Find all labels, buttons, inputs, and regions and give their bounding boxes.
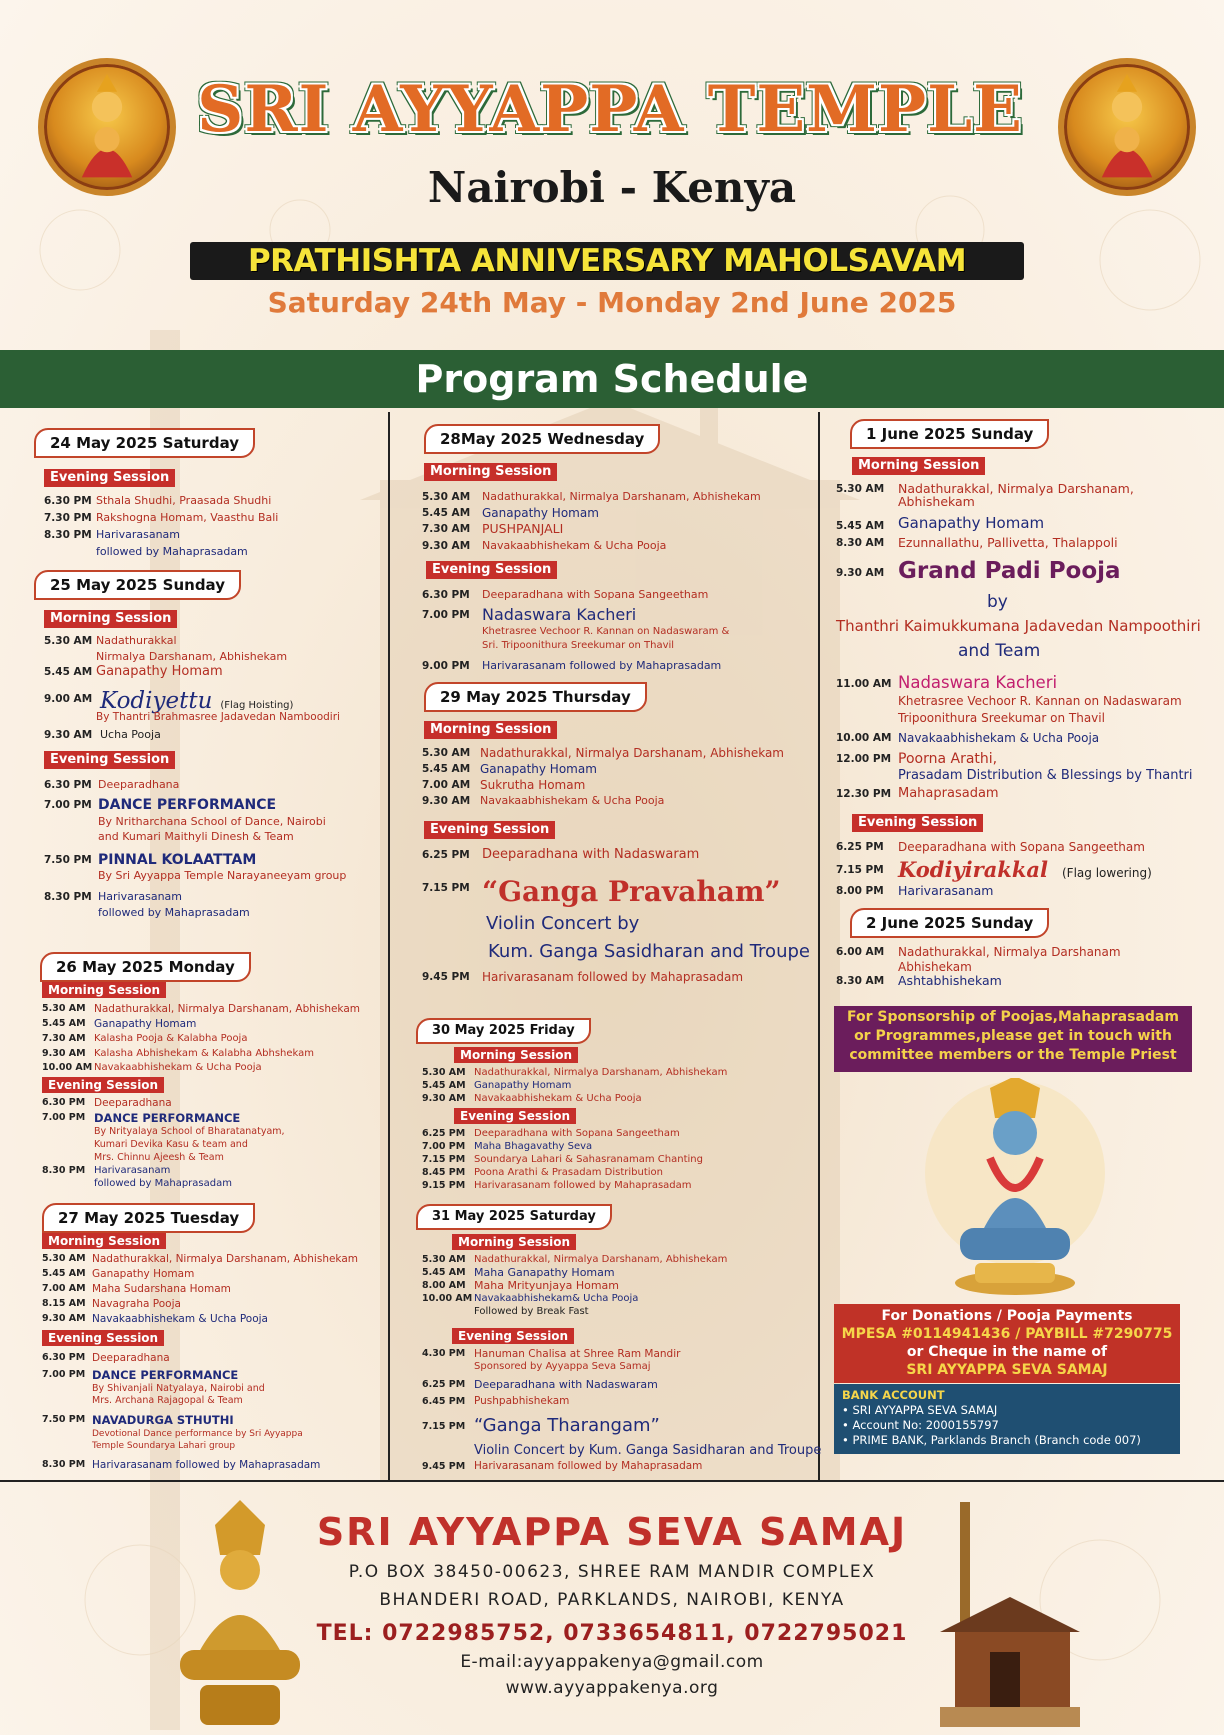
schedule-row: By Nritharchana School of Dance, Nairobi xyxy=(98,815,326,828)
schedule-row: 5.30 AM Nadathurakkal, Nirmalya Darshanam, Abhishekam xyxy=(422,1254,728,1265)
schedule-row: 8.30 AM Ezunnallathu, Pallivetta, Thalappoli xyxy=(836,535,1118,550)
session-label: Evening Session xyxy=(44,751,175,769)
schedule-row: 7.30 AM Kalasha Pooja & Kalabha Pooja xyxy=(42,1033,248,1044)
schedule-row: followed by Mahaprasadam xyxy=(98,906,250,919)
schedule-row: 8.30 PM Harivarasanam xyxy=(44,890,183,903)
schedule-row: 7.15 PM “Ganga Tharangam” xyxy=(422,1415,660,1436)
organization-name: SRI AYYAPPA SEVA SAMAJ xyxy=(316,1510,908,1554)
schedule-row: 7.00 AM Maha Sudarshana Homam xyxy=(42,1283,231,1295)
session-label: Evening Session xyxy=(454,1108,576,1124)
schedule-row: 12.00 PM Poorna Arathi, xyxy=(836,751,998,767)
schedule-row: Temple Soundarya Lahari group xyxy=(92,1441,236,1451)
schedule-row: 7.30 PM Rakshogna Homam, Vaasthu Bali xyxy=(44,511,279,524)
schedule-row: 9.30 AM Navakaabhishekam & Ucha Pooja xyxy=(422,1093,642,1104)
day-label: 26 May 2025 Monday xyxy=(40,952,251,982)
schedule-row: followed by Mahaprasadam xyxy=(96,545,248,558)
schedule-row: 9.45 PM Harivarasanam followed by Mahaprasadam xyxy=(422,1460,703,1472)
schedule-row: 7.00 PM DANCE PERFORMANCE xyxy=(42,1368,239,1382)
schedule-row: 7.15 PM Kodiyirakkal (Flag lowering) xyxy=(836,857,1152,882)
schedule-row: 5.30 AM Nadathurakkal, Nirmalya Darshanam, Abhishekam xyxy=(422,746,784,760)
schedule-row: Followed by Break Fast xyxy=(474,1306,589,1317)
schedule-row: 8.30 AM Ashtabhishekam xyxy=(836,973,1002,988)
schedule-row: 9.30 AM Navakaabhishekam & Ucha Pooja xyxy=(42,1313,268,1325)
schedule-row: 9.45 PM Harivarasanam followed by Mahaprasadam xyxy=(422,970,744,984)
schedule-row: By Thantri Brahmasree Jadavedan Namboodiri xyxy=(96,711,340,723)
day-label: 1 June 2025 Sunday xyxy=(850,419,1049,449)
schedule-row: 8.30 PM Harivarasanam followed by Mahaprasadam xyxy=(42,1459,321,1471)
schedule-row: Devotional Dance performance by Sri Ayyappa xyxy=(92,1429,303,1439)
day-label: 30 May 2025 Friday xyxy=(416,1018,591,1044)
sponsorship-notice: For Sponsorship of Poojas,Mahaprasadam or Programmes,please get in touch with committee members or the Temple Priest xyxy=(834,1006,1192,1072)
schedule-row: Kum. Ganga Sasidharan and Troupe xyxy=(488,941,810,962)
day-label: 28May 2025 Wednesday xyxy=(424,424,660,454)
schedule-row: Abhishekam xyxy=(898,494,975,509)
schedule-row: 7.30 AM PUSHPANJALI xyxy=(422,521,564,536)
schedule-banner xyxy=(0,350,1224,408)
schedule-row: 5.45 AM Ganapathy Homam xyxy=(422,762,597,776)
schedule-row: 7.00 PM Nadaswara Kacheri xyxy=(422,605,637,624)
schedule-row: 5.30 AM Nadathurakkal, Nirmalya Darshanam, xyxy=(836,481,1134,496)
schedule-row: by xyxy=(987,592,1008,612)
schedule-row: Nirmalya Darshanam, Abhishekam xyxy=(96,650,288,663)
schedule-row: 6.25 PM Deeparadhana with Sopana Sangeetham xyxy=(836,840,1145,854)
column-divider-2 xyxy=(818,412,820,1480)
session-label: Morning Session xyxy=(454,1047,578,1063)
schedule-title: Program Schedule xyxy=(415,357,809,401)
session-label: Morning Session xyxy=(852,457,985,475)
schedule-row: 5.45 AM Ganapathy Homam xyxy=(422,1080,572,1091)
session-label: Evening Session xyxy=(424,821,555,839)
schedule-row: By Sri Ayyappa Temple Narayaneeyam group xyxy=(98,869,347,882)
schedule-row: Abhishekam xyxy=(898,960,972,974)
schedule-row: 9.30 AM Navakaabhishekam & Ucha Pooja xyxy=(422,794,665,807)
schedule-row: Mrs. Archana Rajagopal & Team xyxy=(92,1395,243,1406)
session-label: Morning Session xyxy=(452,1234,576,1250)
schedule-row: 5.45 AM Ganapathy Homam xyxy=(44,664,223,679)
schedule-row: 8.30 PM Harivarasanam xyxy=(44,528,181,541)
schedule-row: 6.30 PM Deeparadhana with Sopana Sangeetham xyxy=(422,588,709,601)
schedule-row: Kumari Devika Kasu & team and xyxy=(94,1139,248,1150)
schedule-row: followed by Mahaprasadam xyxy=(94,1178,232,1189)
schedule-row: 8.15 AM Navagraha Pooja xyxy=(42,1298,181,1310)
schedule-row: 6.25 PM Deeparadhana with Nadaswaram xyxy=(422,1378,658,1391)
location-subtitle: Nairobi - Kenya xyxy=(427,163,797,212)
schedule-row: 10.00 AM Navakaabhishekam & Ucha Pooja xyxy=(836,731,1100,745)
schedule-row: 7.00 AM Sukrutha Homam xyxy=(422,778,586,792)
session-label: Evening Session xyxy=(42,1330,164,1346)
schedule-row: By Shivanjali Natyalaya, Nairobi and xyxy=(92,1383,265,1394)
session-label: Morning Session xyxy=(424,463,557,481)
schedule-row: 4.30 PM Hanuman Chalisa at Shree Ram Mandir xyxy=(422,1348,681,1360)
session-label: Morning Session xyxy=(42,1233,166,1249)
schedule-row: 8.45 PM Poona Arathi & Prasadam Distribution xyxy=(422,1167,663,1178)
session-label: Morning Session xyxy=(42,982,166,998)
schedule-row: Thanthri Kaimukkumana Jadavedan Nampoothiri xyxy=(836,617,1201,635)
schedule-row: 7.50 PM NAVADURGA STHUTHI xyxy=(42,1413,234,1427)
day-label: 31 May 2025 Saturday xyxy=(416,1204,612,1230)
schedule-row: 8.30 PM Harivarasanam xyxy=(42,1165,171,1176)
schedule-row: 5.45 AM Ganapathy Homam xyxy=(42,1018,197,1030)
schedule-row: 5.45 AM Ganapathy Homam xyxy=(42,1268,195,1280)
schedule-bottom-border xyxy=(0,1480,1224,1482)
column-divider-1 xyxy=(388,412,390,1480)
schedule-row: Sri. Tripoonithura Sreekumar on Thavil xyxy=(482,640,675,651)
schedule-row: 5.45 AM Ganapathy Homam xyxy=(422,506,599,520)
schedule-row: 7.00 PM DANCE PERFORMANCE xyxy=(44,797,277,813)
session-label: Morning Session xyxy=(424,721,557,739)
schedule-row: 9.00 AM Kodiyettu (Flag Hoisting) xyxy=(44,688,294,714)
schedule-row: 10.00 AM Navakaabhishekam & Ucha Pooja xyxy=(42,1062,262,1073)
day-label: 24 May 2025 Saturday xyxy=(34,428,255,458)
schedule-row: 9.00 PM Harivarasanam followed by Mahaprasadam xyxy=(422,659,722,672)
schedule-row: 6.30 PM Sthala Shudhi, Praasada Shudhi xyxy=(44,494,272,507)
schedule-row: Khetrasree Vechoor R. Kannan on Nadaswaram xyxy=(898,694,1182,708)
day-label: 25 May 2025 Sunday xyxy=(34,570,241,600)
schedule-row: 7.00 PM DANCE PERFORMANCE xyxy=(42,1111,241,1125)
schedule-row: By Nrityalaya School of Bharatanatyam, xyxy=(94,1126,285,1137)
schedule-row: 9.30 AM Navakaabhishekam & Ucha Pooja xyxy=(422,539,667,552)
schedule-row: Prasadam Distribution & Blessings by Thantri xyxy=(898,768,1193,783)
day-label: 29 May 2025 Thursday xyxy=(424,682,647,712)
schedule-row: Mrs. Chinnu Ajeesh & Team xyxy=(94,1152,224,1163)
temple-title: SRI AYYAPPA TEMPLE xyxy=(197,72,1023,147)
schedule-row: 5.30 AM Nadathurakkal, Nirmalya Darshanam, Abhishekam xyxy=(422,490,761,503)
schedule-row: 7.50 PM PINNAL KOLAATTAM xyxy=(44,852,257,868)
address-line-1: P.O BOX 38450-00623, SHREE RAM MANDIR COMPLEX xyxy=(348,1562,876,1582)
day-label: 2 June 2025 Sunday xyxy=(850,908,1049,938)
schedule-row: Violin Concert by xyxy=(486,913,640,934)
schedule-row: 12.30 PM Mahaprasadam xyxy=(836,786,999,801)
schedule-row: 6.30 PM Deeparadhana xyxy=(44,778,180,791)
event-dates: Saturday 24th May - Monday 2nd June 2025 xyxy=(267,286,957,319)
schedule-row: 10.00 AM Navakaabhishekam& Ucha Pooja xyxy=(422,1293,639,1304)
email-address: E-mail:ayyappakenya@gmail.com xyxy=(460,1652,764,1672)
session-label: Evening Session xyxy=(44,469,175,487)
schedule-row: 9.30 AM Ucha Pooja xyxy=(44,728,161,741)
schedule-row: 9.15 PM Harivarasanam followed by Mahaprasadam xyxy=(422,1180,692,1191)
schedule-row: 6.30 PM Deeparadhana xyxy=(42,1097,172,1109)
schedule-row: and Kumari Maithyli Dinesh & Team xyxy=(98,830,294,843)
bank-account-info: BANK ACCOUNT • SRI AYYAPPA SEVA SAMAJ • Account No: 2000155797 • PRIME BANK, Parklands Branch (Branch code 007) xyxy=(834,1384,1180,1454)
donation-info: For Donations / Pooja Payments MPESA #0114941436 / PAYBILL #7290775 or Cheque in the name of SRI AYYAPPA SEVA SAMAJ xyxy=(834,1304,1180,1383)
schedule-row: 6.45 PM Pushpabhishekam xyxy=(422,1395,570,1407)
schedule-row: 6.25 PM Deeparadhana with Sopana Sangeetham xyxy=(422,1128,680,1139)
event-name: PRATHISHTA ANNIVERSARY MAHOLSAVAM xyxy=(190,242,1024,280)
schedule-row: Khetrasree Vechoor R. Kannan on Nadaswaram & xyxy=(482,626,730,637)
schedule-row: 8.00 PM Harivarasanam xyxy=(836,883,994,898)
schedule-row: 7.15 PM “Ganga Pravaham” xyxy=(422,875,781,908)
schedule-row: 5.45 AM Maha Ganapathy Homam xyxy=(422,1266,615,1279)
schedule-row: 9.30 AM Kalasha Abhishekam & Kalabha Abhshekam xyxy=(42,1048,315,1059)
session-label: Evening Session xyxy=(452,1328,574,1344)
schedule-row: and Team xyxy=(958,641,1041,661)
schedule-row: 6.30 PM Deeparadhana xyxy=(42,1352,170,1364)
schedule-row: 7.00 PM Maha Bhagavathy Seva xyxy=(422,1141,593,1152)
schedule-row: 7.15 PM Soundarya Lahari & Sahasranamam Chanting xyxy=(422,1154,703,1165)
session-label: Evening Session xyxy=(42,1077,164,1093)
session-label: Evening Session xyxy=(426,561,557,579)
website-url: www.ayyappakenya.org xyxy=(505,1678,719,1698)
schedule-row: 6.00 AM Nadathurakkal, Nirmalya Darshanam xyxy=(836,945,1121,959)
schedule-row: 9.30 AM Grand Padi Pooja xyxy=(836,558,1121,584)
telephone-numbers: TEL: 0722985752, 0733654811, 0722795021 xyxy=(316,1621,908,1646)
session-label: Morning Session xyxy=(44,610,177,628)
schedule-row: 5.30 AM Nadathurakkal, Nirmalya Darshanam, Abhishekam xyxy=(422,1067,728,1078)
address-line-2: BHANDERI ROAD, PARKLANDS, NAIROBI, KENYA xyxy=(379,1590,845,1610)
session-label: Evening Session xyxy=(852,814,983,832)
schedule-row: 6.25 PM Deeparadhana with Nadaswaram xyxy=(422,847,700,862)
schedule-row: Violin Concert by Kum. Ganga Sasidharan and Troupe xyxy=(474,1443,822,1458)
ayyappa-idol-illustration xyxy=(920,1078,1110,1300)
day-label: 27 May 2025 Tuesday xyxy=(42,1203,255,1233)
schedule-row: Sponsored by Ayyappa Seva Samaj xyxy=(474,1361,651,1372)
schedule-row: 11.00 AM Nadaswara Kacheri xyxy=(836,673,1058,692)
schedule-row: 5.30 AM Nadathurakkal, Nirmalya Darshanam, Abhishekam xyxy=(42,1003,360,1015)
schedule-row: 5.45 AM Ganapathy Homam xyxy=(836,514,1045,532)
schedule-row: 5.30 AM Nadathurakkal xyxy=(44,634,177,647)
schedule-row: 8.00 AM Maha Mrityunjaya Homam xyxy=(422,1279,619,1292)
schedule-row: 5.30 AM Nadathurakkal, Nirmalya Darshanam, Abhishekam xyxy=(42,1253,358,1265)
schedule-row: Tripoonithura Sreekumar on Thavil xyxy=(898,711,1105,725)
